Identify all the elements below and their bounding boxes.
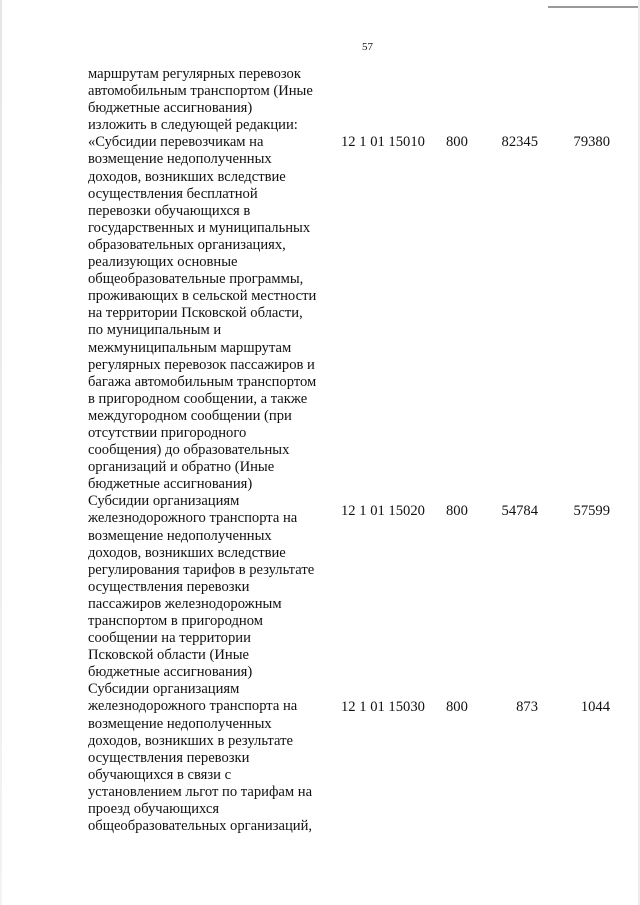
text-line: доходов, возникших вследствие [88,168,286,185]
text-line: доходов, возникших в результате [88,732,293,749]
text-line: «Субсидии перевозчикам на [88,134,264,151]
text-line: возмещение недополученных [88,151,272,168]
page-number: 57 [362,41,373,53]
row-3-target-code: 12 1 01 15030 [341,699,425,715]
text-line: отсутствии пригородного [88,424,247,441]
text-line: сообщения) до образовательных [88,442,290,459]
text-line: по муниципальным и [88,322,222,339]
text-line: Субсидии организациям [88,493,240,510]
text-line: автомобильным транспортом (Иные [88,83,313,100]
text-line: осуществления перевозки [88,749,250,766]
text-line: бюджетные ассигнования) [88,100,253,117]
text-line: обучающихся в связи с [88,766,232,783]
text-line: образовательных организациях, [88,236,286,253]
text-line: проезд обучающихся [88,801,220,818]
text-line: Субсидии организациям [88,681,240,698]
text-line: организаций и обратно (Иные [88,459,275,476]
text-line: маршрутам регулярных перевозок [88,66,301,82]
text-line: межмуниципальным маршрутам [88,339,292,356]
row-1-expense-type: 800 [446,134,468,150]
row-2-target-code: 12 1 01 15020 [341,503,425,519]
text-line: бюджетные ассигнования) [88,476,253,493]
text-line: регулярных перевозок пассажиров и [88,356,315,373]
row-3-amount-1: 873 [516,699,538,715]
text-line: общеобразовательных организаций, [88,818,313,835]
text-line: Псковской области (Иные [88,647,249,664]
text-line: железнодорожного транспорта на [88,698,298,715]
text-line: сообщении на территории [88,630,251,647]
row-2-amount-2: 57599 [573,503,610,519]
text-line: осуществления перевозки [88,578,250,595]
text-line: транспортом в пригородном [88,613,263,629]
text-line: общеобразовательные программы, [88,271,304,288]
text-line: возмещение недополученных [88,527,272,544]
text-line: пассажиров железнодорожным [88,595,282,612]
row-1-amount-2: 79380 [573,134,610,150]
text-line: доходов, возникших вследствие [88,544,286,561]
budget-article-text [88,66,338,835]
text-line: железнодорожного транспорта на [88,510,298,527]
text-line: реализующих основные [88,254,238,271]
row-3-expense-type: 800 [446,699,468,715]
text-line: регулирования тарифов в результате [88,561,315,578]
row-3-amount-2: 1044 [580,699,610,715]
text-line: перевозки обучающихся в [88,202,251,219]
text-line: установлением льгот по тарифам на [88,783,313,800]
scan-edge-left [0,0,2,905]
text-line: государственных и муниципальных [88,219,311,236]
scan-edge-top [548,6,640,8]
row-1-target-code: 12 1 01 15010 [341,134,425,150]
text-line: проживающих в сельской местности [88,288,317,305]
text-line: изложить в следующей редакции: [88,117,298,134]
row-2-amount-1: 54784 [501,503,538,519]
text-line: бюджетные ассигнования) [88,664,253,681]
text-line: в пригородном сообщении, а также [88,390,308,407]
text-line: багажа автомобильным транспортом [88,373,317,390]
text-line: на территории Псковской области, [88,305,303,322]
text-line: возмещение недополученных [88,715,272,732]
row-2-expense-type: 800 [446,503,468,519]
row-1-amount-1: 82345 [501,134,538,150]
text-line: осуществления бесплатной [88,185,258,202]
text-line: междугородном сообщении (при [88,407,292,424]
